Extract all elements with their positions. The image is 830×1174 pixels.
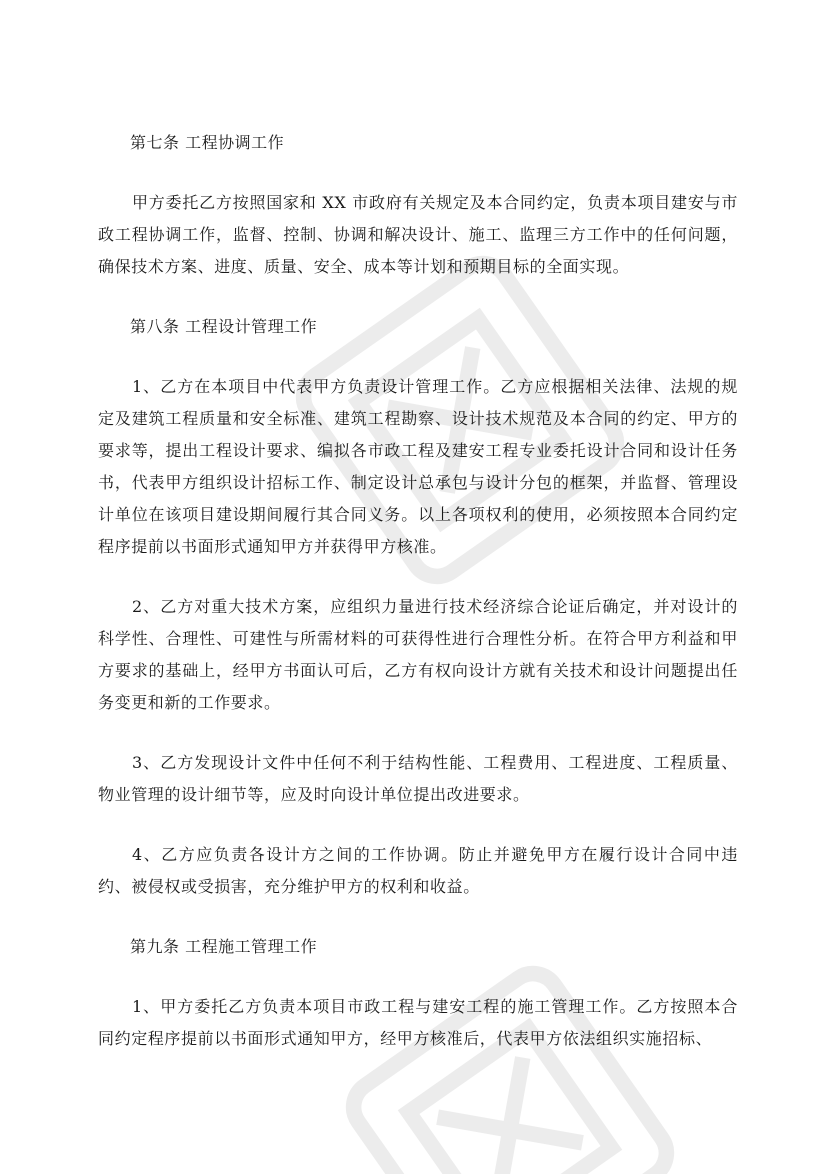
section-heading-9: 第九条 工程施工管理工作: [130, 937, 318, 956]
paragraph-design-3: 3、乙方发现设计文件中任何不利于结构性能、工程费用、工程进度、工程质量、物业管理的设计细节等，应及时向设计单位提出改进要求。: [98, 753, 738, 804]
paragraph-design-4: 4、乙方应负责各设计方之间的工作协调。防止并避免甲方在履行设计合同中违约、被侵权或受损害，充分维护甲方的权利和收益。: [98, 845, 738, 896]
paragraph-construction-1: 1、甲方委托乙方负责本项目市政工程与建安工程的施工管理工作。乙方按照本合同约定程序提前以书面形式通知甲方，经甲方核准后，代表甲方依法组织实施招标、: [98, 997, 738, 1048]
section-heading-7: 第七条 工程协调工作: [130, 133, 285, 152]
paragraph-design-1: 1、乙方在本项目中代表甲方负责设计管理工作。乙方应根据相关法律、法规的规定及建筑工程质量和安全标准、建筑工程勘察、设计技术规范及本合同的约定、甲方的要求等，提出工程设计要求、编拟各市政工程及建安工程专业委托设计合同和设计任务书，代表甲方组织设计招标工作、制定设计总承包与设计分包的框架，并监督、管理设计单位在该项目建设期间履行其合同义务。以上各项权利的使用，必须按照本合同约定程序提前以书面形式通知甲方并获得甲方核准。: [98, 377, 738, 556]
document-body: [98, 127, 738, 1055]
paragraph-design-2: 2、乙方对重大技术方案，应组织力量进行技术经济综合论证后确定，并对设计的科学性、合理性、可建性与所需材料的可获得性进行合理性分析。在符合甲方利益和甲方要求的基础上，经甲方书面认可后，乙方有权向设计方就有关技术和设计问题提出任务变更和新的工作要求。: [98, 597, 738, 712]
paragraph-coordination: 甲方委托乙方按照国家和 XX 市政府有关规定及本合同约定，负责本项目建安与市政工程协调工作，监督、控制、协调和解决设计、施工、监理三方工作中的任何问题，确保技术方案、进度、质量、安全、成本等计划和预期目标的全面实现。: [98, 193, 738, 276]
section-heading-8: 第八条 工程设计管理工作: [130, 317, 318, 336]
